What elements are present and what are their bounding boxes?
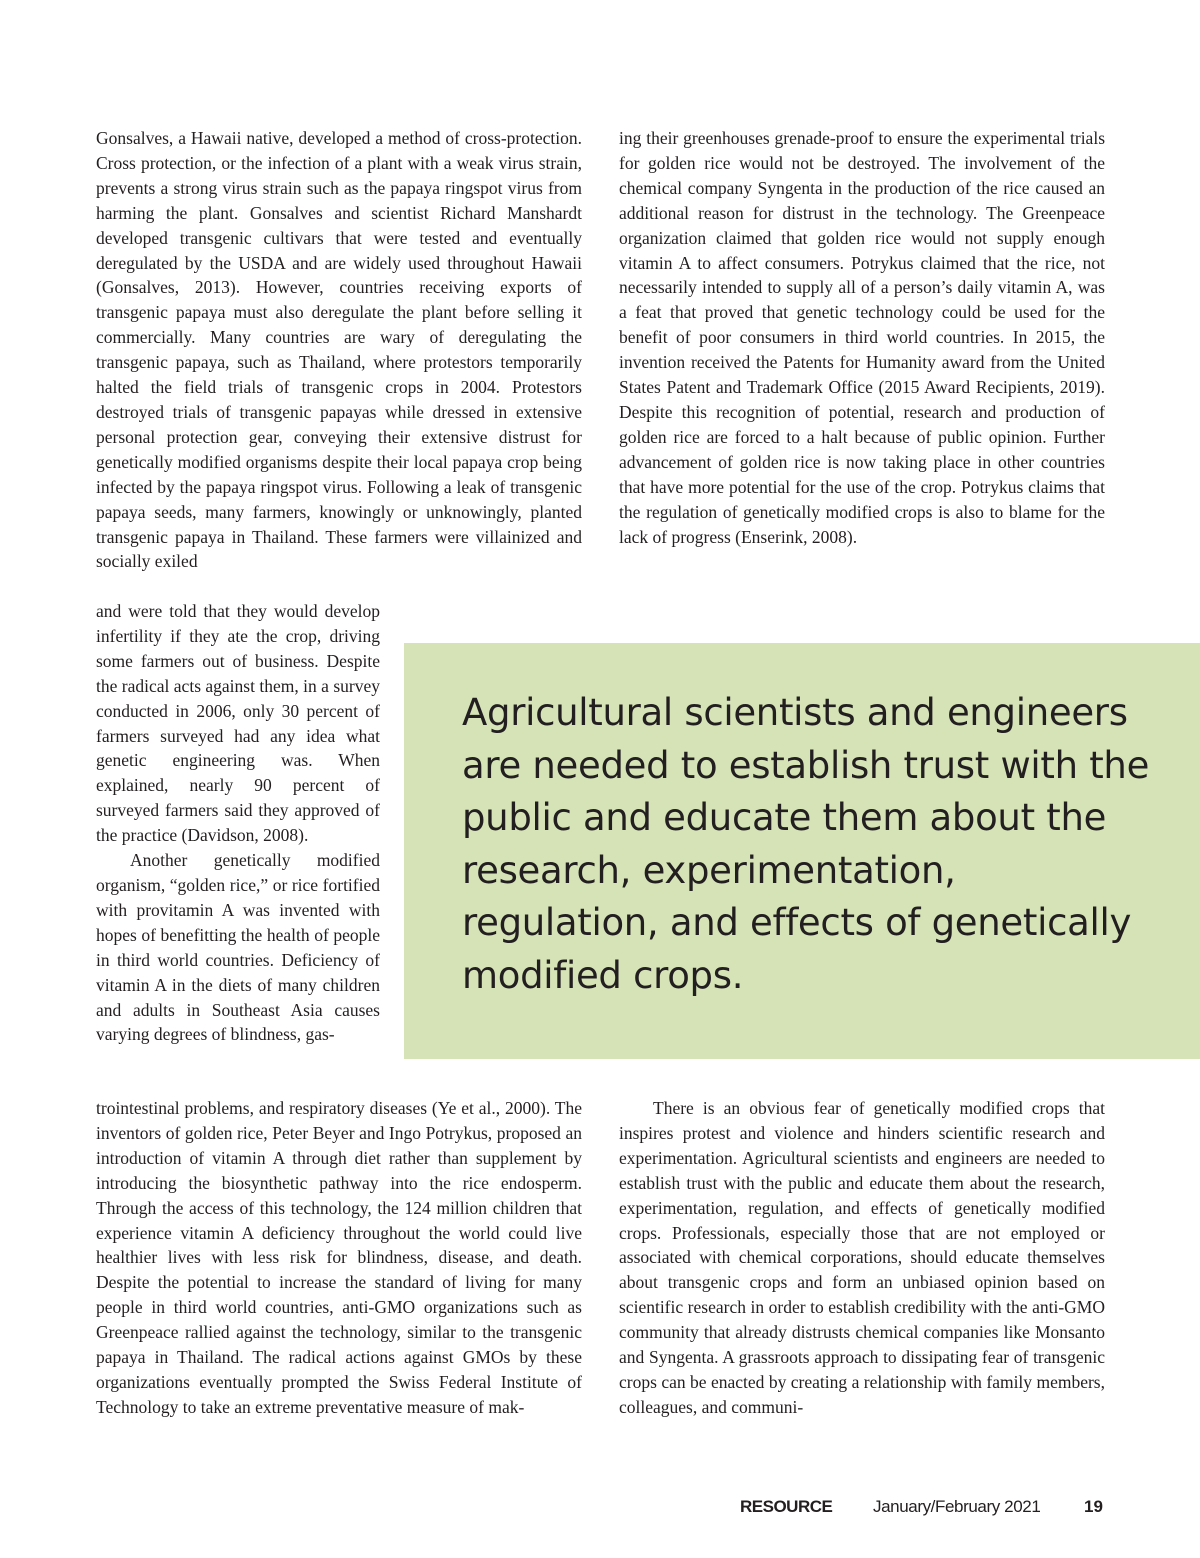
pull-quote-text: Agricultural scientists and engineers are needed to establish trust with the public and educate them about the research, experimentation, regulation, and effects of genetically modified crops. [462, 691, 1150, 997]
body-paragraph: Another genetically modified organism, “golden rice,” or rice fortified with provitamin A was invented with hopes of benefitting the health of people in third world countries. Deficiency of vitamin A in the diets of many children and adults in Southeast Asia causes varying degrees of blindness, gas- [96, 850, 380, 1045]
body-paragraph: There is an obvious fear of genetically modified crops that inspires protest and violence and hinders scientific research and experimentation. Agricultural scientists and engineers are needed to establish trust with the public and educate them about the research, experimentation, regulation, and effects of genetically modified crops. Professionals, especially those that are not employed or associated with chemical corporations, should educate themselves about transgenic crops and form an unbiased opinion based on scientific research in order to establish credibility with the anti-GMO community that already distrusts chemical companies like Monsanto and Syngenta. A grassroots approach to dissipating fear of transgenic crops can be enacted by creating a relationship with family members, colleagues, and communi- [619, 1098, 1105, 1417]
footer-issue-date: January/February 2021 [873, 1497, 1041, 1516]
body-wrap-text [96, 599, 380, 1047]
body-paragraph: Gonsalves, a Hawaii native, developed a method of cross-protection. Cross protection, or the infection of a plant with a weak virus strain, prevents a strong virus strain such as the papaya ringspot virus from harming the plant. Gonsalves and scientist Richard Manshardt developed transgenic cultivars that were tested and eventually deregulated by the USDA and are widely used throughout Hawaii (Gonsalves, 2013). However, countries receiving exports of transgenic papaya must also deregulate the plant before selling it commercially. Many countries are wary of deregulating the transgenic papaya, such as Thailand, where protestors temporarily halted the field trials of transgenic crops in 2004. Protestors destroyed trials of transgenic papayas while dressed in extensive personal protection gear, conveying their extensive distrust for genetically modified organisms despite their local papaya crop being infected by the papaya ringspot virus. Following a leak of transgenic papaya seeds, many farmers, knowingly or unknowingly, planted transgenic papaya in Thailand. These farmers were villainized and socially exiled [96, 128, 582, 572]
pull-quote-box [404, 643, 1200, 1059]
footer-magazine-name: RESOURCE [740, 1497, 833, 1516]
footer-page-number: 19 [1084, 1497, 1103, 1516]
body-paragraph: ing their greenhouses grenade-proof to ensure the experimental trials for golden rice would not be destroyed. The involvement of the chemical company Syngenta in the production of the rice caused an additional reason for distrust in the technology. The Greenpeace organization claimed that golden rice would not supply enough vitamin A to affect consumers. Potrykus claimed that the rice, not necessarily intended to supply all of a person’s daily vitamin A, was a feat that proved that genetic technology could be used for the benefit of poor consumers in third world countries. In 2015, the invention received the Patents for Humanity award from the United States Patent and Trademark Office (2015 Award Recipients, 2019). Despite this recognition of potential, research and production of golden rice are forced to a halt because of public opinion. Further advancement of golden rice is now taking place in other countries that have more potential for the use of the crop. Potrykus claims that the regulation of genetically modified crops is also to blame for the lack of progress (Enserink, 2008). [619, 128, 1105, 547]
body-paragraph: and were told that they would develop infertility if they ate the crop, driving some farmers out of business. Despite the radical acts against them, in a survey conducted in 2006, only 30 percent of farmers surveyed had any idea what genetic engineering was. When explained, nearly 90 percent of surveyed farmers said they approved of the practice (Davidson, 2008). [96, 601, 380, 846]
body-paragraph: trointestinal problems, and respiratory diseases (Ye et al., 2000). The inventors of golden rice, Peter Beyer and Ingo Potrykus, proposed an introduction of vitamin A through diet rather than supplement by introducing the biosynthetic pathway into the rice endosperm. Through the access of this technology, the 124 million children that experience vitamin A deficiency throughout the world could live healthier lives with less risk for blindness, disease, and death. Despite the potential to increase the standard of living for many people in third world countries, anti-GMO organizations such as Greenpeace rallied against the technology, similar to the transgenic papaya in Thailand. The radical actions against GMOs by these organizations eventually prompted the Swiss Federal Institute of Technology to take an extreme preventative measure of mak- [96, 1098, 582, 1417]
